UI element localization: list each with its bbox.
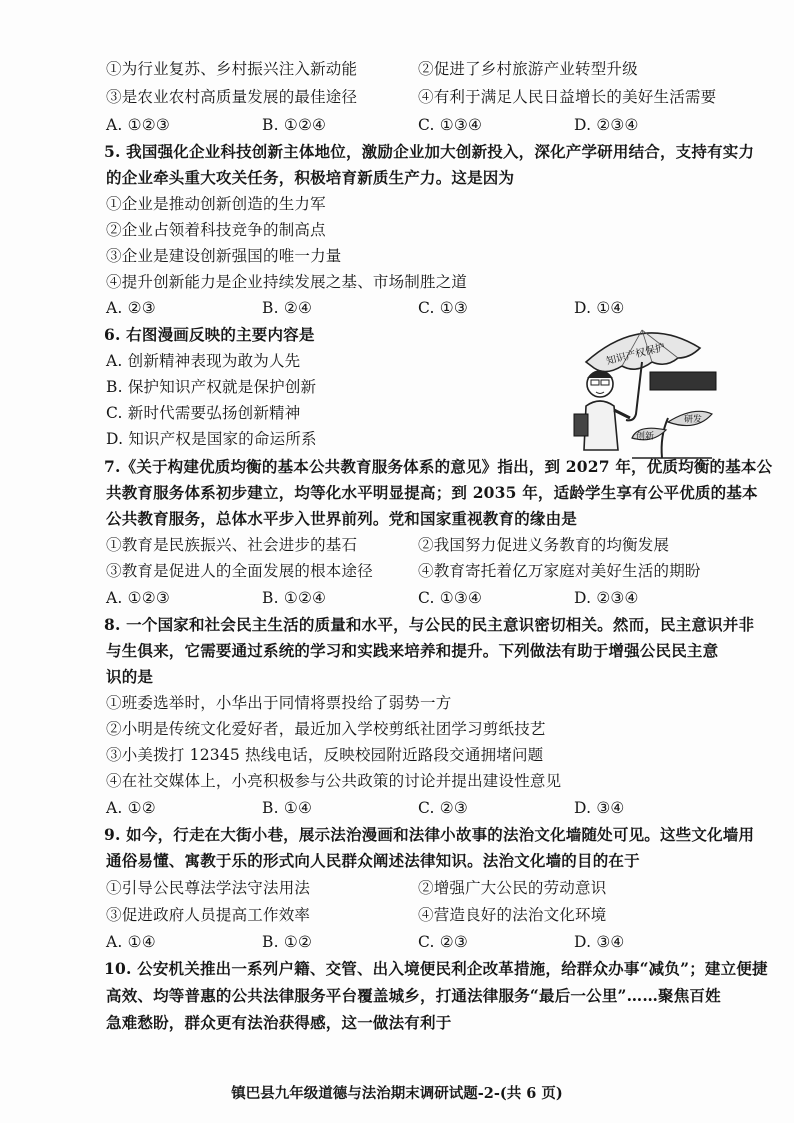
q4-choice-d: D. ②③④ [574, 116, 639, 134]
q7-option-4: ④教育寄托着亿万家庭对美好生活的期盼 [418, 562, 701, 580]
q6-option-c: C. 新时代需要弘扬创新精神 [106, 404, 301, 422]
q4-option-1: ①为行业复苏、乡村振兴注入新动能 [106, 60, 358, 78]
q9-stem-line-1: 9. 如今，行走在大街小巷，展示法治漫画和法律小故事的法治文化墙随处可见。这些文化墙用 [104, 825, 755, 844]
q5-choice-a: A. ②③ [106, 299, 156, 317]
q7-option-1: ①教育是民族振兴、社会进步的基石 [106, 536, 358, 554]
q7-option-3: ③教育是促进人的全面发展的根本途径 [106, 562, 373, 580]
q5-choice-d: D. ①④ [574, 299, 625, 317]
q5-stem-line-2: 的企业牵头重大攻关任务，积极培育新质生产力。这是因为 [106, 168, 515, 187]
q9-option-3: ③促进政府人员提高工作效率 [106, 906, 311, 924]
q8-stem-line-2: 与生俱来，它需要通过系统的学习和实践来培养和提升。下列做法有助于增强公民民主意 [106, 641, 719, 660]
q4-choice-b: B. ①②④ [262, 116, 327, 134]
q5-option-2: ②企业占领着科技竞争的制高点 [106, 221, 326, 239]
q7-choice-a: A. ①②③ [106, 589, 170, 607]
q5-option-1: ①企业是推动创新创造的生力军 [106, 195, 326, 213]
q5-choice-c: C. ①③ [418, 299, 468, 317]
q8-option-3: ③小美拨打 12345 热线电话，反映校园附近路段交通拥堵问题 [106, 746, 544, 764]
q5-choice-b: B. ②④ [262, 299, 313, 317]
q7-stem-line-1: 7.《关于构建优质均衡的基本公共教育服务体系的意见》指出，到 2027 年，优质均衡的基本公 [104, 457, 773, 476]
person-body-icon [584, 401, 618, 450]
leaf-right-label: 研发 [684, 415, 703, 425]
q8-choice-a: A. ①② [106, 799, 156, 817]
q7-stem-line-3: 公共教育服务，总体水平步入世界前列。党和国家重视教育的缘由是 [106, 509, 578, 528]
q9-option-2: ②增强广大公民的劳动意识 [418, 879, 607, 897]
q9-stem-line-2: 通俗易懂、寓教于乐的形式向人民群众阐述法律知识。法治文化墙的目的在于 [106, 851, 640, 870]
q6-option-d: D. 知识产权是国家的命运所系 [106, 430, 317, 448]
q7-option-2: ②我国努力促进义务教育的均衡发展 [418, 536, 670, 554]
q8-choice-d: D. ③④ [574, 799, 625, 817]
folder-icon [650, 372, 716, 390]
q8-option-4: ④在社交媒体上，小亮积极参与公共政策的讨论并提出建设性意见 [106, 772, 562, 790]
q6-option-a: A. 创新精神表现为敢为人先 [106, 352, 301, 370]
q8-option-2: ②小明是传统文化爱好者，最近加入学校剪纸社团学习剪纸技艺 [106, 720, 546, 738]
page-footer: 镇巴县九年级道德与法治期末调研试题-2-(共 6 页) [231, 1085, 563, 1102]
q7-choice-d: D. ②③④ [574, 589, 639, 607]
q4-option-3: ③是农业农村高质量发展的最佳途径 [106, 88, 358, 106]
q9-option-4: ④营造良好的法治文化环境 [418, 906, 607, 924]
leaf-left-label: 创新 [636, 432, 655, 442]
umbrella-label: 知识产权保护 [605, 342, 667, 368]
q4-choice-c: C. ①③④ [418, 116, 483, 134]
q7-stem-line-2: 共教育服务体系初步建立，均等化水平明显提高；到 2035 年，适龄学生享有公平优质的基本 [106, 483, 758, 502]
q5-option-3: ③企业是建设创新强国的唯一力量 [106, 247, 342, 265]
q9-choice-d: D. ③④ [574, 933, 625, 951]
q6-stem: 6. 右图漫画反映的主要内容是 [104, 325, 315, 344]
q9-choice-b: B. ①② [262, 933, 313, 951]
q8-choice-b: B. ①④ [262, 799, 313, 817]
q10-stem-line-3: 急难愁盼，群众更有法治获得感，这一做法有利于 [106, 1013, 452, 1032]
q5-stem-line-1: 5. 我国强化企业科技创新主体地位，激励企业加大创新投入，深化产学研用结合，支持有实力 [104, 142, 755, 161]
q10-stem-line-2: 高效、均等普惠的公共法律服务平台覆盖城乡，打通法律服务“最后一公里”……聚焦百姓 [106, 986, 721, 1005]
q7-choice-c: C. ①③④ [418, 589, 483, 607]
q4-option-4: ④有利于满足人民日益增长的美好生活需要 [418, 88, 717, 106]
q10-stem-line-1: 10. 公安机关推出一系列户籍、交管、出入境便民利企改革措施，给群众办事“减负”；建立便捷 [104, 959, 768, 978]
q8-option-1: ①班委选举时，小华出于同情将票投给了弱势一方 [106, 694, 452, 712]
q6-option-b: B. 保护知识产权就是保护创新 [106, 378, 317, 396]
q9-option-1: ①引导公民尊法学法守法用法 [106, 879, 311, 897]
q7-choice-b: B. ①②④ [262, 589, 327, 607]
q9-choice-c: C. ②③ [418, 933, 468, 951]
q8-stem-line-1: 8. 一个国家和社会民主生活的质量和水平，与公民的民主意识密切相关。然而，民主意识并非 [104, 615, 755, 634]
q8-choice-c: C. ②③ [418, 799, 468, 817]
ip-protection-cartoon [572, 318, 722, 460]
q9-choice-a: A. ①④ [106, 933, 156, 951]
q8-stem-line-3: 识的是 [106, 667, 154, 686]
q5-option-4: ④提升创新能力是企业持续发展之基、市场制胜之道 [106, 273, 468, 291]
q4-option-2: ②促进了乡村旅游产业转型升级 [418, 60, 638, 78]
q4-choice-a: A. ①②③ [106, 116, 170, 134]
